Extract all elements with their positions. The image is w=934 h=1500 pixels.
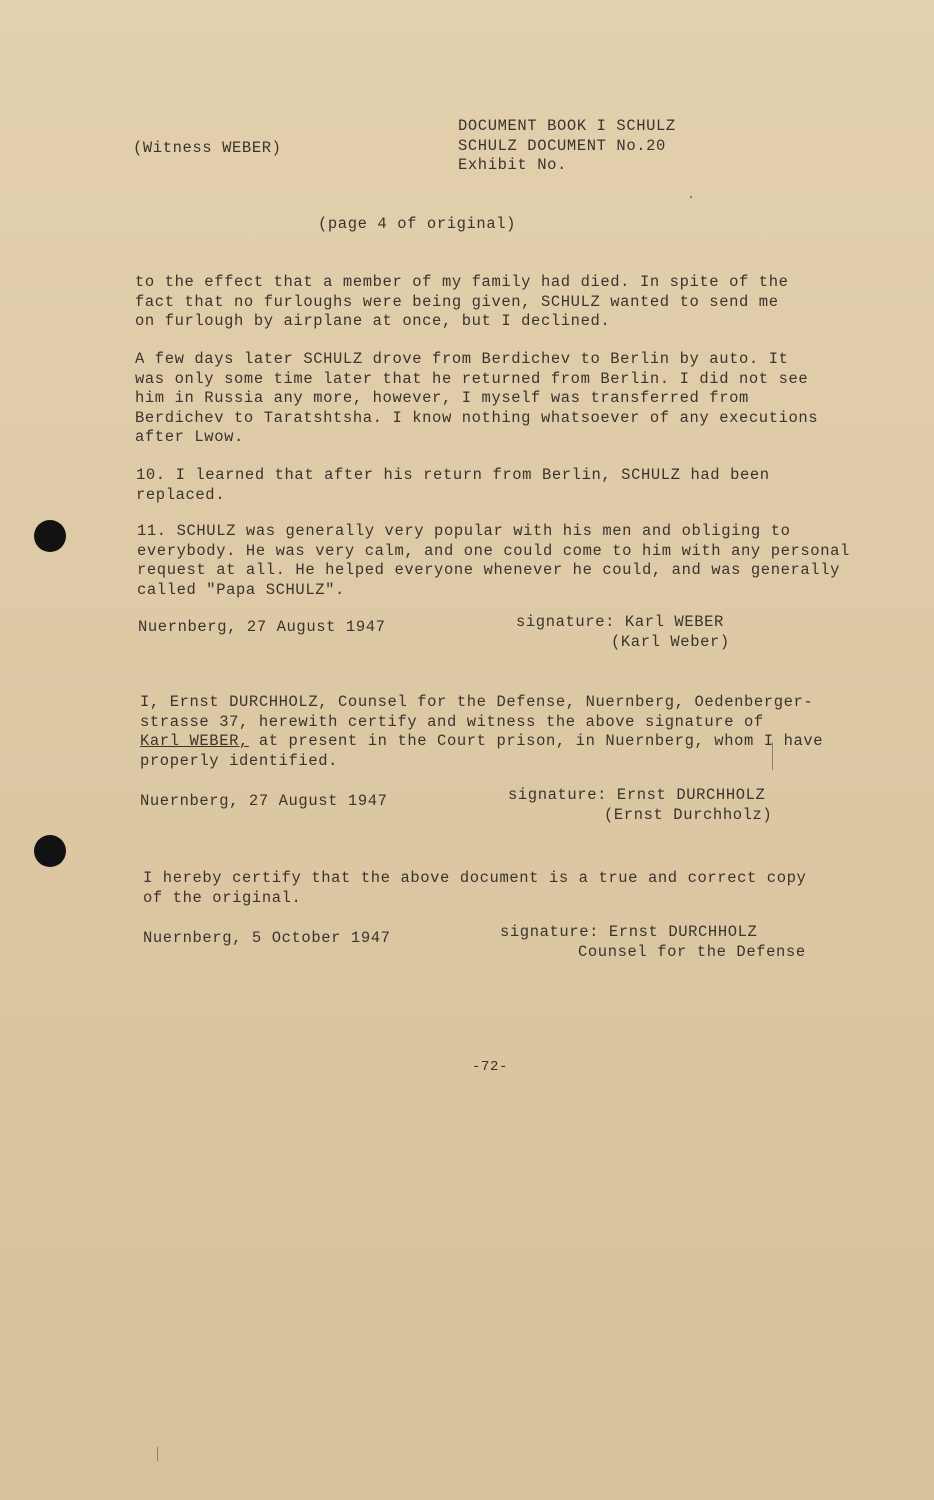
place-date-1: Nuernberg, 27 August 1947 xyxy=(138,618,386,636)
paragraph-10: 10. I learned that after his return from Berlin, SCHULZ had been replaced. xyxy=(136,466,770,504)
signatory-name-durchholz: (Ernst Durchholz) xyxy=(604,805,773,824)
signature-durchholz-copy: signature: Ernst DURCHHOLZ xyxy=(500,923,758,941)
stray-mark xyxy=(690,196,692,198)
page-note: (page 4 of original) xyxy=(318,215,517,233)
page-number: -72- xyxy=(472,1059,509,1075)
paragraph-1: to the effect that a member of my family had died. In spite of the fact that no furloughs were being given, SCHULZ wanted to send me on furlough by airplane at once, but I declined. xyxy=(135,273,789,330)
signature-weber: signature: Karl WEBER xyxy=(516,613,724,631)
signature-durchholz: signature: Ernst DURCHHOLZ xyxy=(508,786,766,804)
signature-block-2 xyxy=(508,786,772,825)
document-book: DOCUMENT BOOK I SCHULZ xyxy=(458,117,676,135)
signatory-name-weber: (Karl Weber) xyxy=(611,632,730,651)
signature-block-3 xyxy=(500,923,806,962)
document-number: SCHULZ DOCUMENT No.20 xyxy=(458,136,666,155)
copy-certification: I hereby certify that the above document is a true and correct copy of the original. xyxy=(143,869,807,907)
signature-block-1 xyxy=(516,613,730,652)
place-date-2: Nuernberg, 27 August 1947 xyxy=(140,792,388,810)
document-header xyxy=(458,117,676,176)
exhibit-number: Exhibit No. xyxy=(458,156,567,174)
place-date-3: Nuernberg, 5 October 1947 xyxy=(143,929,391,947)
witness-label: (Witness WEBER) xyxy=(133,139,282,157)
paragraph-11: 11. SCHULZ was generally very popular with his men and obliging to everybody. He was very calm, and one could come to him with any personal request at all. He helped everyone whenever he could, and was generally called "Papa SCHULZ". xyxy=(137,522,850,599)
paragraph-2: A few days later SCHULZ drove from Berdichev to Berlin by auto. It was only some time later that he returned from Berlin. I did not see him in Russia any more, however, I myself was transferred from Berdichev to Taratshtsha. I know nothing whatsoever of any executions after Lwow. xyxy=(135,350,819,446)
punch-hole-bottom xyxy=(34,835,66,867)
stray-mark xyxy=(157,1447,158,1461)
punch-hole-top xyxy=(34,520,66,552)
counsel-title: Counsel for the Defense xyxy=(578,942,806,961)
certification-paragraph: I, Ernst DURCHHOLZ, Counsel for the Defense, Nuernberg, Oedenberger- strasse 37, herewith certify and witness the above signature of Karl WEBER, at present in the Court prison, in Nuernberg, whom I have properly identified. xyxy=(140,693,824,770)
